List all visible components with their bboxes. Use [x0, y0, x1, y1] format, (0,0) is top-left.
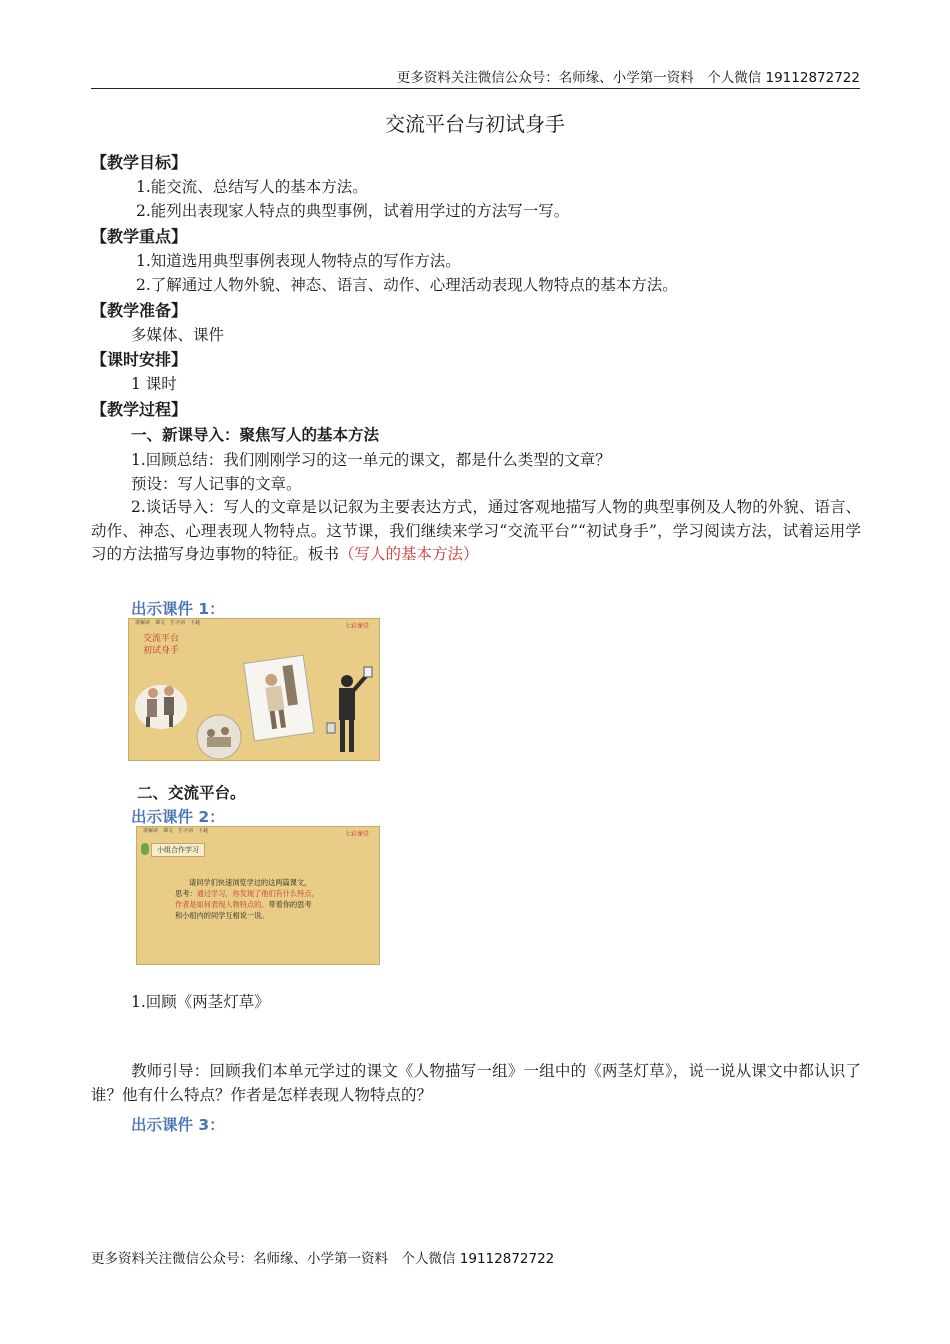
schedule-heading: 【课时安排】 [91, 350, 188, 369]
slide-1-title-line-2: 初试身手 [143, 646, 180, 656]
part1-title: 一、新课导入：聚焦写人的基本方法 [131, 426, 380, 444]
page-footer: 更多资料关注微信公众号：名师缘、小学第一资料 个人微信 19112872722 [91, 1251, 555, 1267]
prep-text: 多媒体、课件 [131, 326, 225, 344]
slide-2-line-2-black: 思考： [175, 889, 197, 898]
part2-title: 二、交流平台。 [137, 784, 246, 802]
illustration-wrestlers-icon [135, 685, 187, 729]
slide-1-title-line-1: 交流平台 [143, 634, 180, 644]
show-slide-2: 出示课件 2： [131, 808, 225, 826]
illustration-painter-icon [327, 667, 372, 752]
process-p3-main: 2.谈话导入：写人的文章是以记叙为主要表达方式，通过客观地描写人物的典型事例及人物的外貌、语言、动作、神态、心理表现人物特点。这节课，我们继续来学习“交流平台”“初试身手”，学习阅读方法，试着运用学习的方法描写身边事物的特征。板书 [91, 498, 861, 563]
slide-2-toolbar: 讲解读 课文 生字词 下载 [143, 828, 209, 834]
illustration-crowd-icon [197, 715, 241, 759]
slide-2-badge: 小组合作学习 [151, 843, 205, 857]
focus-heading: 【教学重点】 [91, 227, 188, 246]
goals-heading: 【教学目标】 [91, 153, 188, 172]
goal-item-2: 2.能列出表现家人特点的典型事例，试着用学过的方法写一写。 [136, 202, 570, 220]
review-item: 1.回顾《两茎灯草》 [131, 993, 270, 1011]
page-header: 更多资料关注微信公众号：名师缘、小学第一资料 个人微信 19112872722 [396, 70, 860, 86]
illustration-porter-icon [244, 655, 314, 741]
slide-2-logo: 七彩课堂 [344, 831, 369, 838]
show-slide-3: 出示课件 3： [131, 1116, 225, 1134]
slide-2-line-2-red: 通过学习，你发现了他们有什么特点， [196, 889, 319, 898]
slide-2-line-4: 和小组内的同学互相说一说。 [175, 911, 269, 920]
process-heading: 【教学过程】 [91, 400, 188, 419]
schedule-text: 1 课时 [131, 375, 177, 393]
board-note: （写人的基本方法） [339, 545, 479, 563]
slide-1-toolbar: 讲解读 课文 生字词 下载 [135, 620, 201, 626]
teacher-guide: 教师引导：回顾我们本单元学过的课文《人物描写一组》一组中的《两茎灯草》，说一说从课文中都认识了谁？他有什么特点？作者是怎样表现人物特点的？ [91, 1062, 861, 1104]
slide-2-line-3-black: 带着你的思考 [268, 900, 312, 909]
slide-2-line-3-red: 作者是如何表现人物特点的。 [175, 900, 269, 909]
slide-1-image [128, 618, 380, 761]
slide-2-text [175, 877, 319, 921]
header-rule [91, 88, 860, 89]
slide-2-image [136, 826, 380, 965]
prep-heading: 【教学准备】 [91, 301, 188, 320]
slide-1-logo: 七彩课堂 [344, 623, 369, 630]
process-p2: 预设：写人记事的文章。 [131, 475, 302, 493]
focus-item-2: 2.了解通过人物外貌、神态、语言、动作、心理活动表现人物特点的基本方法。 [136, 276, 678, 294]
process-p1: 1.回顾总结：我们刚刚学习的这一单元的课文，都是什么类型的文章？ [131, 451, 611, 469]
goal-item-1: 1.能交流、总结写人的基本方法。 [136, 178, 368, 196]
slide-2-line-1: 请同学们快速浏览学过的这两篇课文， [189, 878, 312, 887]
focus-item-1: 1.知道选用典型事例表现人物特点的写作方法。 [136, 252, 461, 270]
slide-1-illustrations [129, 619, 379, 760]
document-title: 交流平台与初试身手 [385, 112, 565, 136]
slide-2-leaf-icon [141, 843, 149, 855]
show-slide-1: 出示课件 1： [131, 600, 225, 618]
process-p3 [91, 496, 861, 567]
